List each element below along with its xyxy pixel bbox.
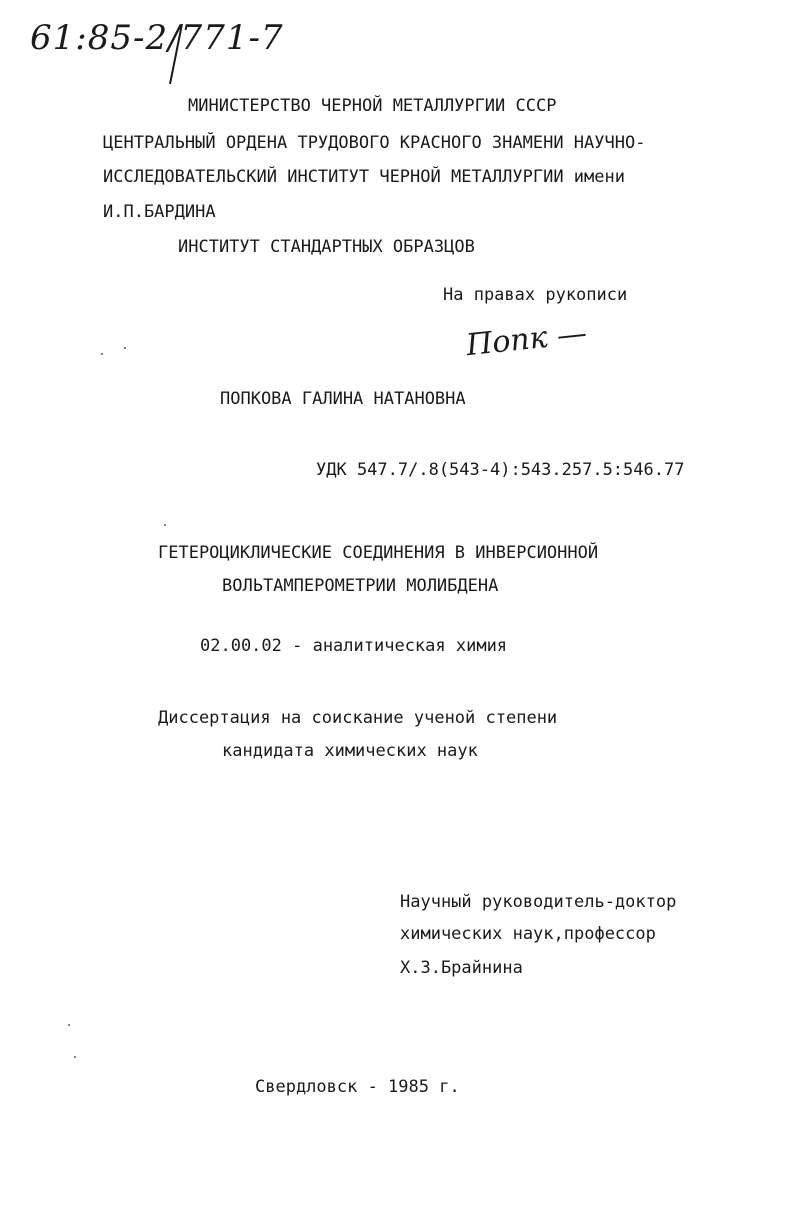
supervisor-line-2: химических наук,профессор [400, 924, 656, 944]
scan-speck [164, 524, 166, 526]
degree-line-2: кандидата химических наук [222, 741, 478, 761]
institute-line-3: И.П.БАРДИНА [103, 202, 216, 222]
title-line-1: ГЕТЕРОЦИКЛИЧЕСКИЕ СОЕДИНЕНИЯ В ИНВЕРСИОННОЙ [158, 543, 599, 563]
archive-mark: 61:85-2/771-7 [30, 18, 284, 58]
institute-line-1: ЦЕНТРАЛЬНЫЙ ОРДЕНА ТРУДОВОГО КРАСНОГО ЗНАМЕНИ НАУЧНО- [103, 133, 646, 153]
manuscript-rights: На правах рукописи [443, 285, 628, 305]
scan-speck [124, 347, 126, 349]
archive-mark-stroke [160, 20, 190, 90]
scan-speck [74, 1056, 76, 1058]
sub-institute-line: ИНСТИТУТ СТАНДАРТНЫХ ОБРАЗЦОВ [178, 237, 475, 257]
scan-speck [68, 1024, 70, 1026]
author-name: ПОПКОВА ГАЛИНА НАТАНОВНА [220, 389, 466, 409]
supervisor-line-1: Научный руководитель-доктор [400, 892, 677, 912]
supervisor-line-3: Х.З.Брайнина [400, 958, 523, 978]
institute-line-2: ИССЛЕДОВАТЕЛЬСКИЙ ИНСТИТУТ ЧЕРНОЙ МЕТАЛЛУРГИИ имени [103, 167, 625, 187]
scan-speck [101, 353, 103, 355]
specialty: 02.00.02 - аналитическая химия [200, 636, 508, 656]
udk-code: УДК 547.7/.8(543-4):543.257.5:546.77 [316, 460, 685, 480]
degree-line-1: Диссертация на соискание ученой степени [158, 708, 558, 728]
city-year: Свердловск - 1985 г. [255, 1077, 460, 1097]
ministry-line: МИНИСТЕРСТВО ЧЕРНОЙ МЕТАЛЛУРГИИ СССР [188, 96, 557, 116]
title-line-2: ВОЛЬТАМПЕРОМЕТРИИ МОЛИБДЕНА [222, 576, 499, 596]
author-signature: Попк — [464, 315, 589, 364]
